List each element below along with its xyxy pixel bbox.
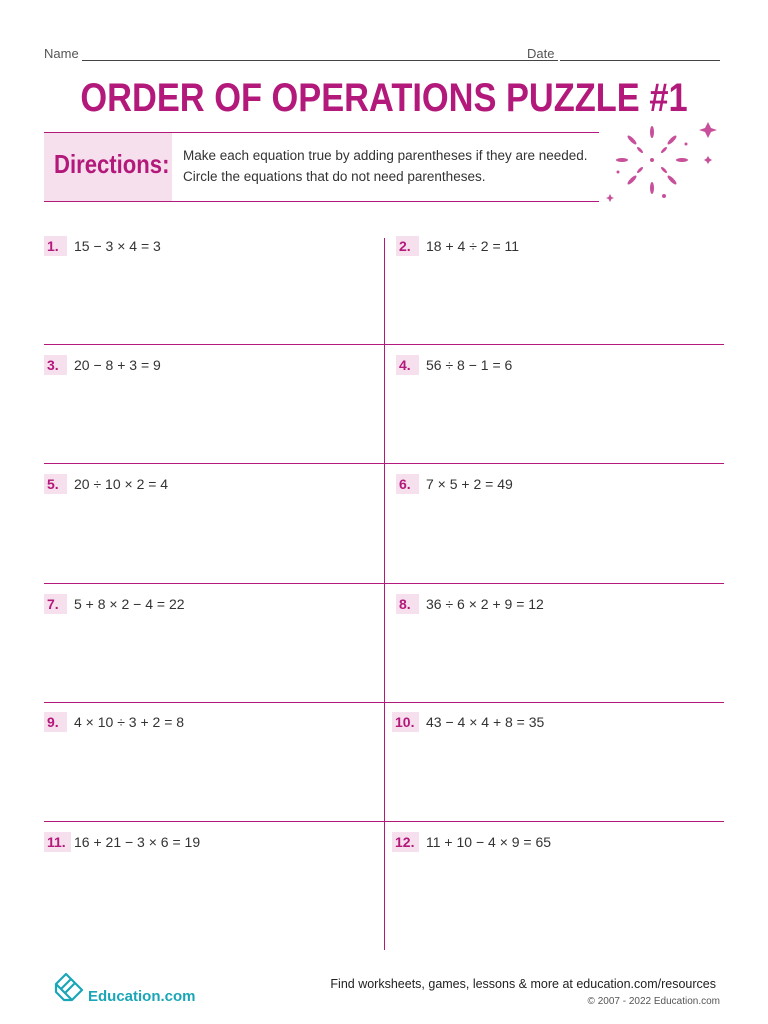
logo-text: Education.com (88, 988, 196, 1005)
directions-label: Directions: (54, 149, 170, 179)
problem-expression[interactable]: 7 × 5 + 2 = 49 (426, 476, 513, 492)
problem-expression[interactable]: 43 − 4 × 4 + 8 = 35 (426, 714, 545, 730)
directions-line-1: Make each equation true by adding parentheses if they are needed. (183, 148, 588, 163)
problem-number: 5. (44, 474, 67, 494)
date-label: Date (527, 46, 555, 61)
date-field[interactable] (560, 60, 720, 61)
problem-expression[interactable]: 4 × 10 ÷ 3 + 2 = 8 (74, 714, 185, 730)
education-logo-icon (52, 970, 86, 1006)
problem-expression[interactable]: 11 + 10 − 4 × 9 = 65 (426, 834, 552, 850)
problem-number: 7. (44, 594, 67, 614)
page-title: ORDER OF OPERATIONS PUZZLE #1 (80, 76, 688, 120)
problem-number: 2. (396, 236, 419, 256)
problem-expression[interactable]: 20 ÷ 10 × 2 = 4 (74, 476, 169, 492)
problem-number: 4. (396, 355, 419, 375)
problem-number: 9. (44, 712, 67, 732)
problem-number: 3. (44, 355, 67, 375)
copyright-text: © 2007 - 2022 Education.com (587, 996, 720, 1007)
directions-line-2: Circle the equations that do not need parentheses. (183, 169, 486, 184)
directions-text (183, 145, 603, 187)
problem-expression[interactable]: 16 + 21 − 3 × 6 = 19 (74, 834, 201, 850)
name-field[interactable] (82, 60, 558, 61)
grid-center-divider (384, 238, 385, 950)
problem-expression[interactable]: 18 + 4 ÷ 2 = 11 (426, 238, 520, 254)
firework-burst-icon (600, 116, 730, 210)
education-logo[interactable] (52, 970, 212, 1010)
problem-expression[interactable]: 20 − 8 + 3 = 9 (74, 357, 161, 373)
problem-number: 12. (392, 832, 419, 852)
directions-box (44, 132, 599, 202)
name-date-header (44, 44, 724, 64)
name-label: Name (44, 46, 79, 61)
problem-expression[interactable]: 15 − 3 × 4 = 3 (74, 238, 161, 254)
problem-expression[interactable]: 56 ÷ 8 − 1 = 6 (426, 357, 513, 373)
problem-number: 6. (396, 474, 419, 494)
directions-label-background (44, 133, 172, 201)
footer-links-text[interactable]: Find worksheets, games, lessons & more at education.com/resources (330, 977, 716, 991)
problem-number: 11. (44, 832, 71, 852)
problem-number: 8. (396, 594, 419, 614)
problem-expression[interactable]: 5 + 8 × 2 − 4 = 22 (74, 596, 185, 612)
problem-expression[interactable]: 36 ÷ 6 × 2 + 9 = 12 (426, 596, 544, 612)
problem-number: 10. (392, 712, 419, 732)
problem-number: 1. (44, 236, 67, 256)
